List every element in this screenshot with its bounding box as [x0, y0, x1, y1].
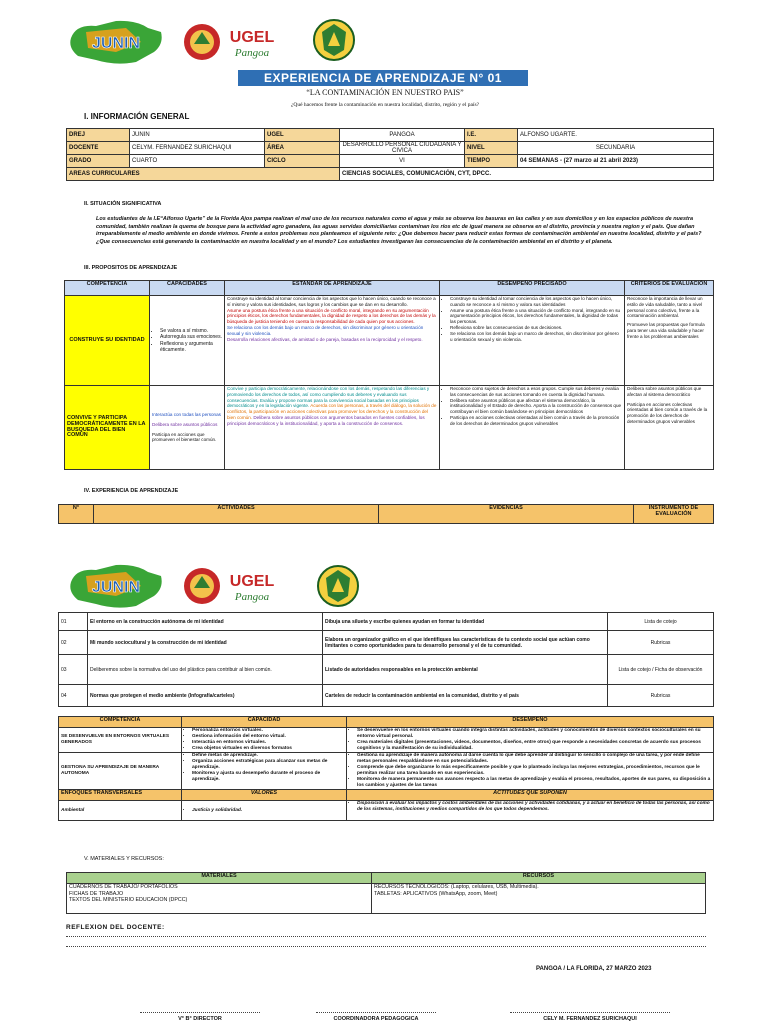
list-item: • Crea objetos virtuales en diversos formatos: [192, 746, 344, 752]
criteria-text: Promueve las propuestas que formula para tener una vida saludable y hacer frente a los problemas ambientales: [627, 322, 705, 339]
table-cell: DOCENTE: [67, 142, 130, 155]
col-header: CAPACIDADES: [150, 281, 225, 296]
list-item: • Personaliza entornos virtuales.: [192, 728, 344, 734]
criteria-text: Participa en acciones colectivas orientadas al bien común a través de la promoción de los derechos de determinados grupos vulnerables: [627, 401, 708, 424]
table-cell: I.E.: [465, 129, 518, 142]
table-cell: DREJ: [67, 129, 130, 142]
table-header-row: [67, 873, 706, 884]
standard-cell: [225, 386, 440, 470]
resource-item: TABLETAS: APLICATIVOS (WhatsApp, zoom, Meet): [374, 890, 498, 897]
table-cell: JUNIN: [130, 129, 265, 142]
table-row: [59, 685, 714, 707]
performance-cell: [347, 753, 714, 790]
standard-text: Acuerda con las personas, a través del diálogo, la solución de conflictos, la participación en acciones colectivas para promover los derechos y la construcción del bien común.: [227, 403, 437, 420]
list-item: • Autorregula sus emociones.: [160, 334, 222, 341]
list-item: • Gestiona información del entorno virtual.: [192, 734, 344, 740]
criteria-cell: [625, 386, 714, 470]
section-general-info: I. INFORMACIÓN GENERAL: [84, 112, 190, 121]
school-crest-logo: [316, 564, 360, 608]
signature-director: V° B° DIRECTOR: [178, 1016, 222, 1022]
table-row: [59, 801, 714, 821]
table-row: [67, 168, 714, 181]
materials-cell: [67, 884, 372, 914]
activity-evidence: Carteles de reducir la contaminación ambiental en la comunidad, distrito y el país: [323, 685, 608, 707]
resources-cell: [372, 884, 706, 914]
table-cell: NIVEL: [465, 142, 518, 155]
capacity-text: Delibera sobre asuntos públicos: [152, 421, 218, 427]
list-item: • Justicia y solidaridad.: [192, 808, 344, 814]
table-row: [65, 386, 714, 470]
svg-text:UGEL: UGEL: [229, 29, 275, 46]
section-materials: V. MATERIALES Y RECURSOS:: [84, 856, 164, 862]
col-header: RECURSOS: [372, 873, 706, 884]
table-cell: ÁREA: [265, 142, 340, 155]
activity-number: 04: [59, 685, 88, 707]
material-item: CUADERNOS DE TRABAJO/ PORTAFOLIOS: [69, 884, 178, 890]
activity-instrument: Lista de cotejo: [608, 613, 714, 631]
section-purposes: III. PROPOSITOS DE APRENDIZAJE: [84, 265, 178, 271]
table-row: [59, 655, 714, 685]
material-item: TEXTOS DEL MINISTERIO EDUCACION (DPCC): [69, 897, 188, 904]
table-cell: CELYM. FERNANDEZ SURICHAQUI: [130, 142, 265, 155]
col-header: DESEMPEÑO PRECISADO: [440, 281, 625, 296]
table-cell: CUARTO: [130, 155, 265, 168]
capacities-cell: [182, 753, 347, 790]
competence-cell: SE DESENVUELVE EN ENTORNOS VIRTUALES GENERADOS: [59, 728, 182, 753]
enfoque-value-cell: [182, 801, 347, 821]
col-header: CRITERIOS DE EVALUACIÓN: [625, 281, 714, 296]
signature-line: [510, 1012, 670, 1013]
list-item: • Monitorea y ajusta su desempeño durante el proceso de aprendizaje.: [192, 771, 344, 783]
svg-text:JUNIN: JUNIN: [91, 35, 141, 52]
list-item: • Gestiona su aprendizaje de manera autónoma al darse cuenta lo que debe aprender al distinguir lo sencillo o complejo de una tarea, y por ende define metas personales respaldándose en sus potencialidades.: [357, 753, 711, 765]
list-item: • Asume una postura ética frente a una situación de conflicto moral, integrando en su argumentación principios éticos, los derechos fundamentales, la dignidad de todas las personas.: [450, 308, 622, 325]
col-header: ENFOQUES TRANSVERSALES: [59, 790, 182, 801]
activities-header-table: [58, 504, 714, 524]
signature-line: [140, 1012, 260, 1013]
table-row: [59, 753, 714, 790]
capacities-cell: [150, 386, 225, 470]
table-cell: CIENCIAS SOCIALES, COMUNICACIÓN, CYT, DPCC.: [340, 168, 714, 181]
col-header: ACTITUDES QUE SUPONEN: [347, 790, 714, 801]
list-item: • Disposición a evaluar los impactos y costos ambientales de las acciones y actividades cotidianas, y a actuar en beneficio de todas las personas, así como de los sistemas, instituciones y medios compartidos de los que todos dependemos.: [357, 801, 711, 813]
list-item: • Reflexiona y argumenta éticamente.: [160, 341, 222, 354]
list-item: • Se relaciona con los demás bajo un marco de derechos, sin discriminar por género u orientación sexual y sin violencia.: [450, 331, 622, 343]
section-learning-experience: IV. EXPERIENCIA DE APRENDIZAJE: [84, 488, 179, 494]
performance-cell: [440, 296, 625, 386]
table-cell: GRADO: [67, 155, 130, 168]
table-row: [67, 155, 714, 168]
list-item: • Delibera sobre asuntos públicos que afectan el sistema democrático, la institucionalidad y el Estado de derecho. Aporta a la construcción de consensos que contribuyan el bien común basándose en principios democráticos: [450, 398, 622, 415]
table-row: [59, 613, 714, 631]
activity-number: 01: [59, 613, 88, 631]
activity-name: Mi mundo sociocultural y la construcción de mi identidad: [88, 631, 323, 655]
capacity-text: Participa en acciones que promueven el bienestar común.: [152, 431, 217, 443]
activities-table: [58, 612, 714, 707]
list-item: • Reconoce como sujetos de derechos a esos grupos. Cumple sus deberes y evalúa las consecuencias de sus acciones tomando en cuenta la dignidad humana.: [450, 386, 622, 398]
col-header: CAPACIDAD: [182, 717, 347, 728]
col-header: COMPETENCIA: [59, 717, 182, 728]
col-header: INSTRUMENTO DE EVALUACIÓN: [634, 505, 714, 524]
activity-evidence: Elabora un organizador gráfico en el que identifiques las características de tu contexto social que actúan como limitantes o como oportunidades para tu desarrollo personal y el de tu comunidad.: [323, 631, 608, 655]
capacity-text: Interactúa con todas las personas: [152, 411, 221, 417]
standard-text: Desarrolla relaciones afectivas, de amistad o de pareja, basadas en la reciprocidad y el respeto.: [227, 336, 423, 342]
list-item: • Comprende que debe organizarse lo más específicamente posible y que lo planteado incluya las mejores estrategias, procedimientos, recursos que le permitan realizar una tarea basado en sus experiencias.: [357, 765, 711, 777]
reflection-line: [66, 946, 706, 947]
criteria-text: Reconoce la importancia de llevar un estilo de vida saludable, tanto a nivel personal como colectivo, frente a la contaminación ambiental.: [627, 296, 703, 319]
teacher-reflection-label: REFLEXION DEL DOCENTE:: [66, 924, 165, 931]
activity-number: 03: [59, 655, 88, 685]
school-crest-logo: [312, 18, 356, 62]
col-header: VALORES: [182, 790, 347, 801]
list-item: • Define metas de aprendizaje.: [192, 753, 344, 759]
resource-item: RECURSOS TECNOLOGICOS: (Laptop, celulares, USB, Multimedia).: [374, 884, 539, 890]
table-header-row: [65, 281, 714, 296]
transversal-competences-table: [58, 716, 714, 821]
table-cell: TIEMPO: [465, 155, 518, 168]
list-item: • Se desenvuelve en los entornos virtuales cuando integra distintas actividades, actitudes y conocimientos de diversos contextos socioculturales en su entorno virtual personal.: [357, 728, 711, 740]
junin-logo: [66, 562, 166, 612]
material-item: FICHAS DE TRABAJO: [69, 890, 124, 897]
activity-instrument: Lista de cotejo / Ficha de observación: [608, 655, 714, 685]
performance-cell: [440, 386, 625, 470]
list-item: • Reflexiona sobre las consecuencias de sus decisiones.: [450, 325, 622, 331]
activity-instrument: Rubricas: [608, 685, 714, 707]
purposes-table: [64, 280, 714, 470]
situation-paragraph: Los estudiantes de la I.E“Alfonso Ugarte” de la Florida Ajos pampa realizan el mal uso de los recursos naturales como el agua y más se observa los basuras en las calles y en sus domicilios y en los espacios públicos de nuestra comunidad, también realizan la quema de bosque para la actividad agro ganadera, las aguas servidas domiciliarias contaminan los ríos etc de igual manera se observa en el distrito, provincia y nuestra region y el país. Que dañan irreparablemente el medio ambiente en donde vivimos. Frente a estos problemas nos planteamos el siguiente reto: ¿Que debemos hacer para reducir estas formas de contaminación ambiental en nuestra localidad, distrito y el país? ¿Que consecuencias está generando la contaminación en nuestra localidad y en el mundo? Los estudiantes investigaran las consecuencias de la contaminación ambiental en el distrito y el planeta.: [96, 216, 702, 245]
table-row: [67, 884, 706, 914]
table-header-row: [59, 505, 714, 524]
criteria-cell: [625, 296, 714, 386]
table-cell: DESARROLLO PERSONAL CIUDADANIA Y CIVICA: [340, 142, 465, 155]
table-cell: UGEL: [265, 129, 340, 142]
competence-cell: CONVIVE Y PARTICIPA DEMOCRÁTICAMENTE EN LA BUSQUEDA DEL BIEN COMUN: [65, 386, 150, 470]
activity-name: Normas que protegen el medio ambiente (Infografía/carteles): [88, 685, 323, 707]
activity-name: Deliberemos sobre la normativa del uso del plástico para contribuir al bien común.: [88, 655, 323, 685]
col-header: EVIDENCIAS: [379, 505, 634, 524]
standard-text: Delibera sobre asuntos públicos con argumentos basados en fuentes confiables, los principios democráticos y la institucionalidad, y aporta a la construcción de consensos.: [227, 414, 425, 426]
criteria-text: Delibera sobre asuntos públicos que afectan al sistema democrático: [627, 386, 702, 397]
table-row: [59, 631, 714, 655]
col-header: MATERIALES: [67, 873, 372, 884]
competence-cell: GESTIONA SU APRENDIZAJE DE MANERA AUTONOMA: [59, 753, 182, 790]
signature-line: [316, 1012, 436, 1013]
junin-logo: [66, 18, 166, 68]
table-cell: VI: [340, 155, 465, 168]
ugel-pangoa-logo: [182, 22, 290, 62]
general-info-table: [66, 128, 714, 181]
enfoque-name: Ambiental: [59, 801, 182, 821]
activity-instrument: Rubricas: [608, 631, 714, 655]
activity-evidence: Listado de autoridades responsables en la protección ambiental: [323, 655, 608, 685]
signature-teacher: CELY M. FERNANDEZ SURICHAQUI: [543, 1016, 637, 1022]
activity-number: 02: [59, 631, 88, 655]
reflection-line: [66, 936, 706, 937]
table-row: [59, 728, 714, 753]
list-item: • Participa en acciones colectivas orientadas al bien común a través de la promoción de los derechos de determinados grupos vulnerables: [450, 415, 622, 427]
svg-text:Pangoa: Pangoa: [234, 47, 270, 59]
standard-cell: [225, 296, 440, 386]
place-date: PANGOA / LA FLORIDA, 27 MARZO 2023: [536, 966, 652, 972]
list-item: • Se valora a sí mismo.: [160, 328, 222, 335]
list-item: • Interactúa en entornos virtuales.: [192, 740, 344, 746]
table-cell: ALFONSO UGARTE.: [518, 129, 714, 142]
table-cell: AREAS CURRICULARES: [67, 168, 340, 181]
col-header: N°: [59, 505, 94, 524]
table-cell: CICLO: [265, 155, 340, 168]
col-header: DESEMPEÑO: [347, 717, 714, 728]
list-item: • Monitorea de manera permanente sus avances respecto a las metas de aprendizaje y evalúa el proceso, resultados, aportes de sus pares, su disposición a los cambios y ajustes de las tareas: [357, 777, 711, 789]
enfoque-attitude-cell: [347, 801, 714, 821]
table-cell: SECUNDARIA: [518, 142, 714, 155]
svg-text:UGEL: UGEL: [229, 573, 275, 590]
experience-title: EXPERIENCIA DE APRENDIZAJE N° 01: [238, 70, 528, 86]
table-cell: PANGOA: [340, 129, 465, 142]
capacities-cell: [150, 296, 225, 386]
table-row: [67, 129, 714, 142]
table-row: [65, 296, 714, 386]
svg-text:Pangoa: Pangoa: [234, 591, 270, 603]
performance-cell: [347, 728, 714, 753]
competence-cell: CONSTRUYE SU IDENTIDAD: [65, 296, 150, 386]
experience-subtitle: “LA CONTAMINACIÓN EN NUESTRO PAIS”: [306, 88, 464, 97]
list-item: • Crea materiales digitales (presentaciones, videos, documentos, diseños, entre otros) que responde a necesidades concretas de acuerdo sus procesos cognitivos y la manifestación de su individualidad.: [357, 740, 711, 752]
standard-text: Asume una postura ética frente a una situación de conflicto moral, integrando en su argumentación principios éticos, los derechos fundamentales, la dignidad de respeto a los derechos de las demás y la búsqueda de justicia teniendo en cuenta la responsabilidad de cada quien por sus acciones.: [227, 307, 436, 325]
challenge-question: ¿Qué hacemos frente la contaminación en nuestra localidad, distrito, región y el país?: [290, 102, 480, 108]
standard-text: Construye su identidad al tomar conciencia de los aspectos que lo hacen único, cuando se reconoce a sí mismo y valora sus identidades, sus logros y los cambios que se dan en su desarrollo.: [227, 296, 436, 307]
col-header: ACTIVIDADES: [94, 505, 379, 524]
section-situation: II. SITUACIÓN SIGNIFICATIVA: [84, 201, 162, 207]
table-cell: 04 SEMANAS - (27 marzo al 21 abril 2023): [518, 155, 714, 168]
svg-text:JUNIN: JUNIN: [91, 579, 141, 596]
standard-text: Se relaciona con los demás bajo un marco de derechos, sin discriminar por género u orientación sexual y sin violencia.: [227, 324, 424, 336]
table-row: [67, 142, 714, 155]
activity-evidence: Dibuja una silueta y escribe quienes ayudan en formar tu identidad: [323, 613, 608, 631]
ugel-pangoa-logo: [182, 566, 290, 606]
list-item: • Construye su identidad al tomar conciencia de los aspectos que lo hacen único, cuando se reconoce a sí mismo y valora sus identidades: [450, 296, 622, 308]
list-item: • Organiza acciones estratégicas para alcanzar sus metas de aprendizaje.: [192, 759, 344, 771]
materials-table: [66, 872, 706, 914]
signature-coordinator: COORDINADORA PEDAGOGICA: [333, 1016, 419, 1022]
table-header-row: [59, 790, 714, 801]
standard-text: Convive y participa democráticamente, relacionándose con los demás, respetando las diferencias y promoviendo los derechos de todos, así como cumpliendo sus deberes y evaluando sus consecuencias. Evalúa y propone normas para la convivencia social basadas en los principios democráticos y en la legislación vigente.: [227, 386, 430, 409]
capacities-cell: [182, 728, 347, 753]
col-header: ESTANDAR DE APRENDIZAJE: [225, 281, 440, 296]
col-header: COMPETENCIA: [65, 281, 150, 296]
activity-name: El entorno en la construcción autónoma de mi identidad: [88, 613, 323, 631]
table-header-row: [59, 717, 714, 728]
